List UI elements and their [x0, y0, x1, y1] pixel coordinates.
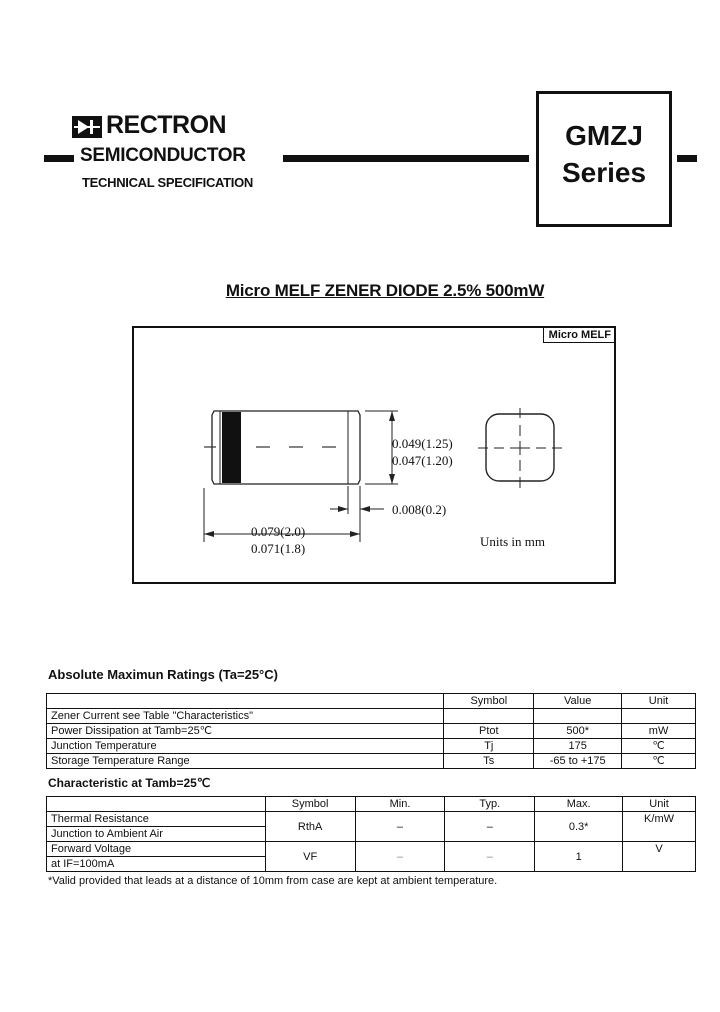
header-rule-middle: [283, 155, 529, 162]
characteristics-table: [46, 796, 696, 872]
page-title: Micro MELF ZENER DIODE 2.5% 500mW: [225, 281, 545, 300]
header-rule-right: [677, 155, 697, 162]
symbol-cell: Tj: [444, 739, 534, 754]
table-row: [47, 754, 696, 769]
package-drawing: [132, 326, 616, 584]
typ-cell: –: [445, 812, 535, 842]
footnote: *Valid provided that leads at a distance of 10mm from case are kept at ambient temperature.: [48, 875, 498, 887]
table-row: [47, 709, 696, 724]
table-header-cell: Max.: [535, 797, 623, 812]
table-row: [47, 739, 696, 754]
min-cell: –: [355, 812, 445, 842]
symbol-cell: Ts: [444, 754, 534, 769]
table-header-cell: Unit: [622, 694, 696, 709]
dimension-diameter-min: 0.047(1.20): [392, 453, 453, 468]
symbol-cell: RthA: [265, 812, 355, 842]
parameter-cell: at IF=100mA: [47, 857, 266, 872]
value-cell: [534, 709, 622, 724]
parameter-cell: Junction Temperature: [47, 739, 444, 754]
parameter-cell: Junction to Ambient Air: [47, 827, 266, 842]
value-cell: -65 to +175: [534, 754, 622, 769]
min-cell: –: [355, 842, 445, 872]
parameter-cell: Zener Current see Table "Characteristics": [47, 709, 444, 724]
value-cell: 175: [534, 739, 622, 754]
table-header-cell: Symbol: [265, 797, 355, 812]
unit-cell: V: [623, 842, 696, 872]
brand-subtitle: SEMICONDUCTOR: [80, 145, 246, 166]
table-header-cell: [47, 797, 266, 812]
symbol-cell: VF: [265, 842, 355, 872]
dimension-length-max: 0.079(2.0): [251, 524, 306, 539]
characteristics-heading: Characteristic at Tamb=25℃: [48, 776, 211, 790]
typ-cell: –: [445, 842, 535, 872]
parameter-cell: Thermal Resistance: [47, 812, 266, 827]
document-type: TECHNICAL SPECIFICATION: [82, 175, 254, 190]
dimension-cap-length: 0.008(0.2): [392, 502, 447, 517]
dimension-length-min: 0.071(1.8): [251, 541, 306, 556]
table-header-cell: Unit: [623, 797, 696, 812]
unit-cell: mW: [622, 724, 696, 739]
table-header-cell: Typ.: [445, 797, 535, 812]
ratings-heading: Absolute Maximun Ratings (Ta=25°C): [48, 667, 278, 682]
unit-cell: ℃: [622, 739, 696, 754]
dimension-diameter-max: 0.049(1.25): [392, 436, 453, 451]
table-header-row: [47, 694, 696, 709]
units-note: Units in mm: [480, 534, 546, 549]
series-name: GMZJ: [565, 120, 643, 151]
unit-cell: K/mW: [623, 812, 696, 842]
unit-cell: ℃: [622, 754, 696, 769]
table-header-cell: Min.: [355, 797, 445, 812]
table-header-cell: [47, 694, 444, 709]
symbol-cell: [444, 709, 534, 724]
table-row: [47, 724, 696, 739]
table-row: [47, 842, 696, 857]
unit-cell: [622, 709, 696, 724]
table-row: [47, 812, 696, 827]
package-label: Micro MELF: [543, 328, 614, 343]
ratings-table: [46, 693, 696, 769]
parameter-cell: Power Dissipation at Tamb=25℃: [47, 724, 444, 739]
parameter-cell: Storage Temperature Range: [47, 754, 444, 769]
max-cell: 1: [535, 842, 623, 872]
symbol-cell: Ptot: [444, 724, 534, 739]
rectron-logo-icon: [72, 116, 102, 138]
header-rule-left: [44, 155, 74, 162]
table-header-cell: Value: [534, 694, 622, 709]
brand-name: RECTRON: [106, 111, 227, 139]
parameter-cell: Forward Voltage: [47, 842, 266, 857]
value-cell: 500*: [534, 724, 622, 739]
table-header-row: [47, 797, 696, 812]
table-header-cell: Symbol: [444, 694, 534, 709]
series-box: [536, 91, 672, 227]
max-cell: 0.3*: [535, 812, 623, 842]
series-word: Series: [561, 157, 647, 188]
